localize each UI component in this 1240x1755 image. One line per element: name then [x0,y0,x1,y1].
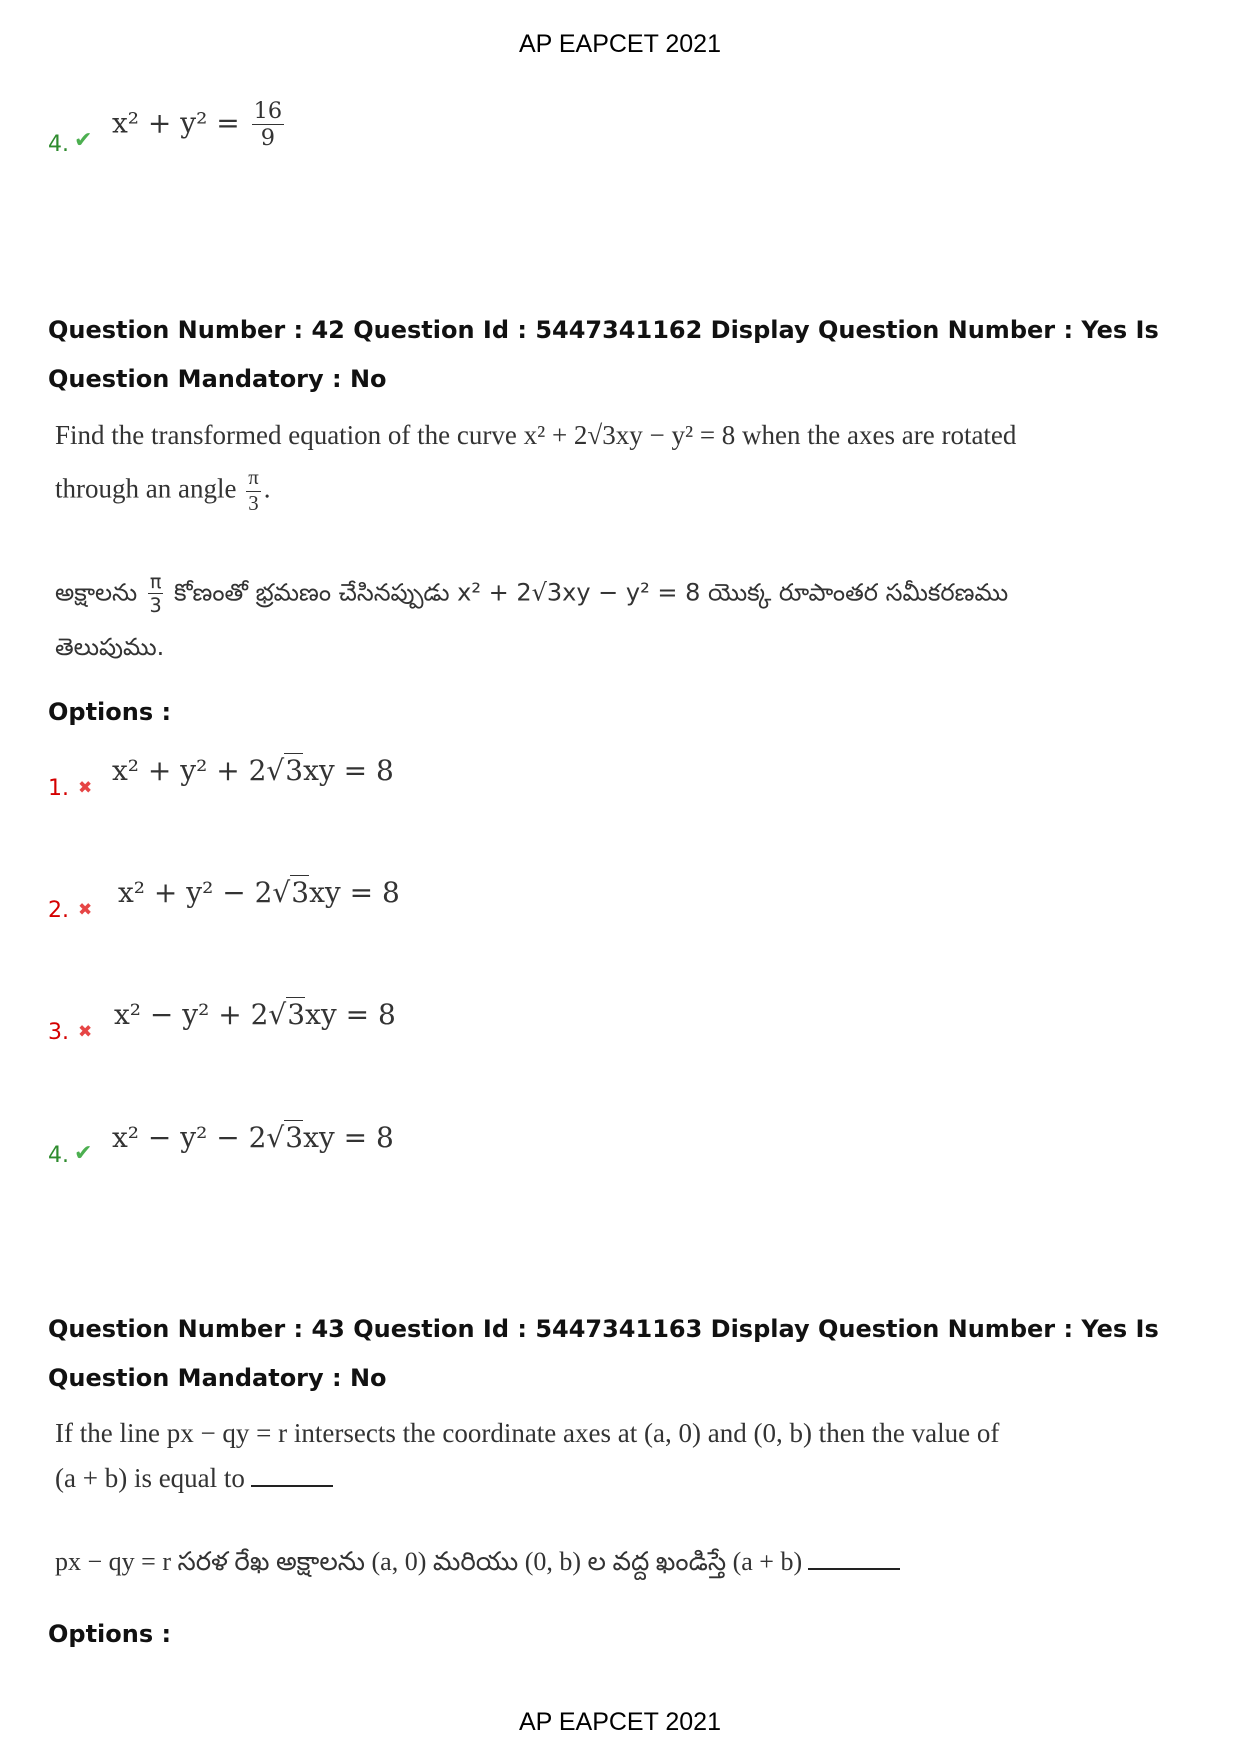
equation-radicand: 3 [291,876,310,909]
option-number: 1. [48,776,69,801]
equation-part-b: xy = 8 [309,876,400,909]
q42-telugu-line-2: తెలుపుము. [55,633,165,661]
q42-english-line-2: through an angle $\frac{\pi}{3}$ . [55,466,271,515]
option-number: 3. [48,1020,69,1045]
q43-options-label: Options : [48,1620,172,1648]
fraction-denominator: 9 [260,125,275,152]
option-equation: x² + y² − 2√3xy = 8 [118,876,400,909]
equation-part-b: xy = 8 [305,998,396,1031]
q43-english-line-1: If the line px − qy = r intersects the coordinate axes at (a, 0) and (0, b) then the value of [55,1418,1000,1448]
fraction-numerator: π [246,468,261,492]
option-equation: x² − y² − 2√3xy = 8 [112,1121,394,1154]
page-footer: AP EAPCET 2021 [519,1708,721,1736]
fraction-numerator: π [149,570,162,593]
check-icon: ✔ [74,128,93,153]
option-number: 4. [48,1143,69,1168]
q43-english-text: (a + b) is equal to [55,1463,245,1493]
cross-icon: ✖ [78,1022,93,1042]
option-number: 2. [48,898,69,923]
equation-lhs: x² + y² = [112,106,240,140]
fraction-numerator: 16 [253,98,283,124]
cross-icon: ✖ [78,778,93,798]
question-42-header: Question Number : 42 Question Id : 5447341162 Display Question Number : Yes Is Question Mandatory : No [48,316,1159,393]
equation-part-b: xy = 8 [303,1121,394,1154]
check-icon: ✔ [74,1141,93,1166]
equation-radicand: 3 [285,1121,304,1154]
equation-radicand: 3 [285,754,304,787]
equation-part-a: x² + y² + 2 [112,754,267,787]
q42-options-label: Options : [48,698,172,726]
question-43-header: Question Number : 43 Question Id : 5447341163 Display Question Number : Yes Is Question Mandatory : No [48,1315,1159,1392]
cross-icon: ✖ [78,900,93,920]
answer-blank [808,1568,900,1570]
q43-telugu-text: px − qy = r సరళ రేఖ అక్షాలను (a, 0) మరియు (0, b) ల వద్ద ఖండిస్తే (a + b) [55,1547,803,1576]
page-header: AP EAPCET 2021 [519,30,721,58]
option-equation: x² + y² + 2√3xy = 8 [112,754,394,787]
option-number: 4. [48,132,69,157]
answer-blank [251,1485,333,1487]
equation-part-a: x² − y² + 2 [114,998,269,1031]
q42-english-text: through an angle [55,473,237,504]
equation-part-a: x² − y² − 2 [112,1121,267,1154]
q42-telugu-line-1 [55,570,1009,618]
option-equation: x² − y² + 2√3xy = 8 [114,998,396,1031]
q43-telugu-line [55,1547,900,1583]
equation-part-b: xy = 8 [303,754,394,787]
equation-part-a: x² + y² − 2 [118,876,273,909]
option-equation [112,100,287,150]
fraction-denominator: 3 [248,491,259,515]
q42-telugu-text-a: అక్షాలను [55,578,138,607]
q42-telugu-text-b: కోణంతో భ్రమణం చేసినప్పుడు x² + 2√3xy − y² = 8 యొక్క రూపాంతర సమీకరణము [174,578,1009,607]
equation-radicand: 3 [287,998,306,1031]
q42-english-line-1: Find the transformed equation of the curve x² + 2√3xy − y² = 8 when the axes are rotated [55,420,1017,450]
q43-english-line-2 [55,1463,333,1494]
fraction-denominator: 3 [149,594,162,618]
